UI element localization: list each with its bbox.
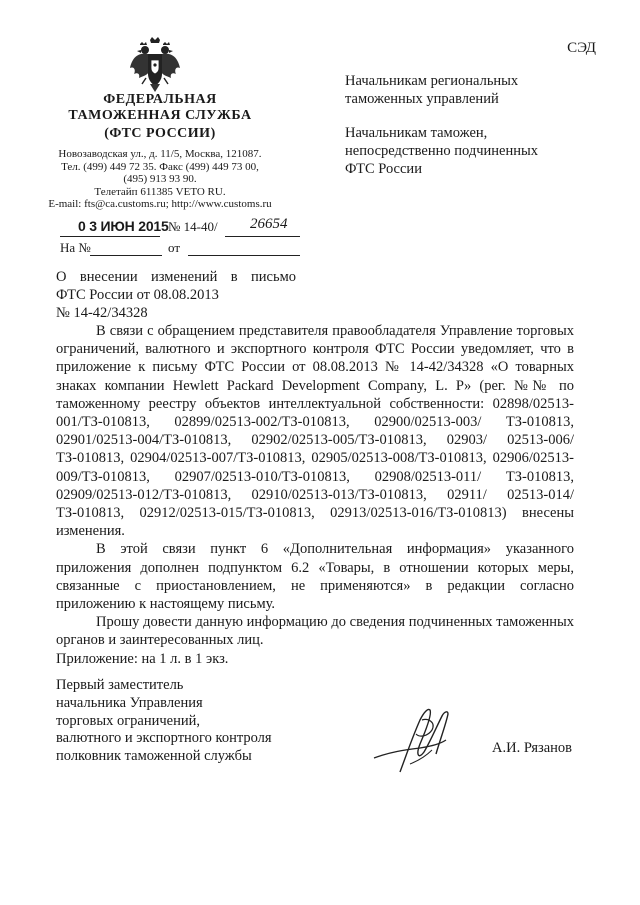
contact-phone-2: (495) 913 93 90.: [123, 173, 197, 185]
letter-body: [56, 322, 574, 650]
outgoing-number-handwritten: 26654: [250, 216, 288, 232]
position-line: полковник таможенной службы: [56, 748, 252, 765]
addressee-line: непосредственно подчиненных: [345, 143, 538, 159]
outgoing-registration: [60, 218, 300, 238]
signer-name: А.И. Рязанов: [492, 740, 573, 756]
agency-name-line1: ФЕДЕРАЛЬНАЯ: [103, 92, 217, 107]
contact-phone: Тел. (499) 449 72 35. Факс (499) 449 73 00,: [61, 160, 259, 173]
subject-line: ФТС России от 08.08.2013: [56, 287, 219, 303]
handwritten-signature-icon: [370, 700, 470, 780]
subject-line: № 14-42/34328: [56, 305, 148, 321]
addressee-line: таможенных управлений: [345, 91, 499, 107]
body-paragraph-3: Прошу довести данную информацию до сведения подчиненных таможенных органов и заинтересованных лиц.: [56, 614, 574, 649]
letter-subject: [56, 268, 296, 322]
attachment-note: Приложение: на 1 л. в 1 экз.: [56, 651, 229, 667]
body-paragraph-2: В этой связи пункт 6 «Дополнительная информация» указанного приложения дополнен подпунктом 6.2 «Товары, в отношении которых меры, связанные с приостановлением, не применяются» в редакции согласно приложению к настоящему письму.: [56, 541, 574, 613]
contact-email: E-mail: fts@ca.customs.ru; http://www.customs.ru: [48, 198, 272, 210]
position-line: начальника Управления: [56, 694, 203, 711]
agency-name-line3: (ФТС РОССИИ): [104, 126, 216, 141]
addressee-regional: [345, 72, 518, 108]
contact-teletype: Телетайп 611385 VETO RU.: [94, 185, 226, 198]
addressee-line: Начальникам региональных: [345, 73, 519, 89]
sed-label: СЭД: [567, 40, 596, 56]
agency-contacts: [30, 148, 290, 211]
reference-date-label: от: [168, 240, 181, 255]
position-line: валютного и экспортного контроля: [56, 730, 272, 747]
addressee-customs: [345, 124, 538, 178]
signer-position: [56, 677, 272, 766]
outgoing-date: 0 3 ИЮН 2015: [78, 218, 169, 234]
double-headed-eagle-icon: [128, 36, 182, 94]
reference-number-label: На №: [60, 240, 91, 255]
position-line: торговых ограничений,: [56, 712, 200, 729]
addressee-line: ФТС России: [345, 161, 422, 177]
contact-address: Новозаводская ул., д. 11/5, Москва, 121087.: [58, 148, 262, 160]
reference-row: [60, 240, 300, 260]
addressee-line: Начальникам таможен,: [345, 125, 488, 141]
outgoing-number-label: № 14-40/: [168, 219, 218, 234]
subject-line: О внесении изменений в письмо: [56, 269, 296, 285]
agency-name-line2: ТАМОЖЕННАЯ СЛУЖБА: [68, 108, 252, 123]
body-paragraph-1: В связи с обращением представителя правообладателя Управление торговых ограничений, валютного и экспортного контроля ФТС России уведомляет, что в приложение к письму ФТС России от 08.08.2013 № 14-42/34328 «О товарных знаках компании Hewlett Packard Development Company, L. P» (рег. №№ по таможенному реестру объектов интеллектуальной собственности: 02898/02513-001/ТЗ-010813, 02899/02513-002/ТЗ-010813, 02900/02513-003/ ТЗ-010813, 02901/02513-004/ТЗ-010813, 02902/02513-005/ТЗ-010813, 02903/ 02513-006/ТЗ-010813, 02904/02513-007/ТЗ-010813, 02905/02513-008/ТЗ-010813, 02906/02513-009/ТЗ-010813, 02907/02513-010/ТЗ-010813, 02908/02513-011/ ТЗ-010813, 02909/02513-012/ТЗ-010813, 02910/02513-013/ТЗ-010813, 02911/ 02513-014/ТЗ-010813, 02912/02513-015/ТЗ-010813, 02913/02513-016/ТЗ-010813) внесены изменения.: [56, 323, 574, 540]
position-line: Первый заместитель: [56, 677, 184, 693]
